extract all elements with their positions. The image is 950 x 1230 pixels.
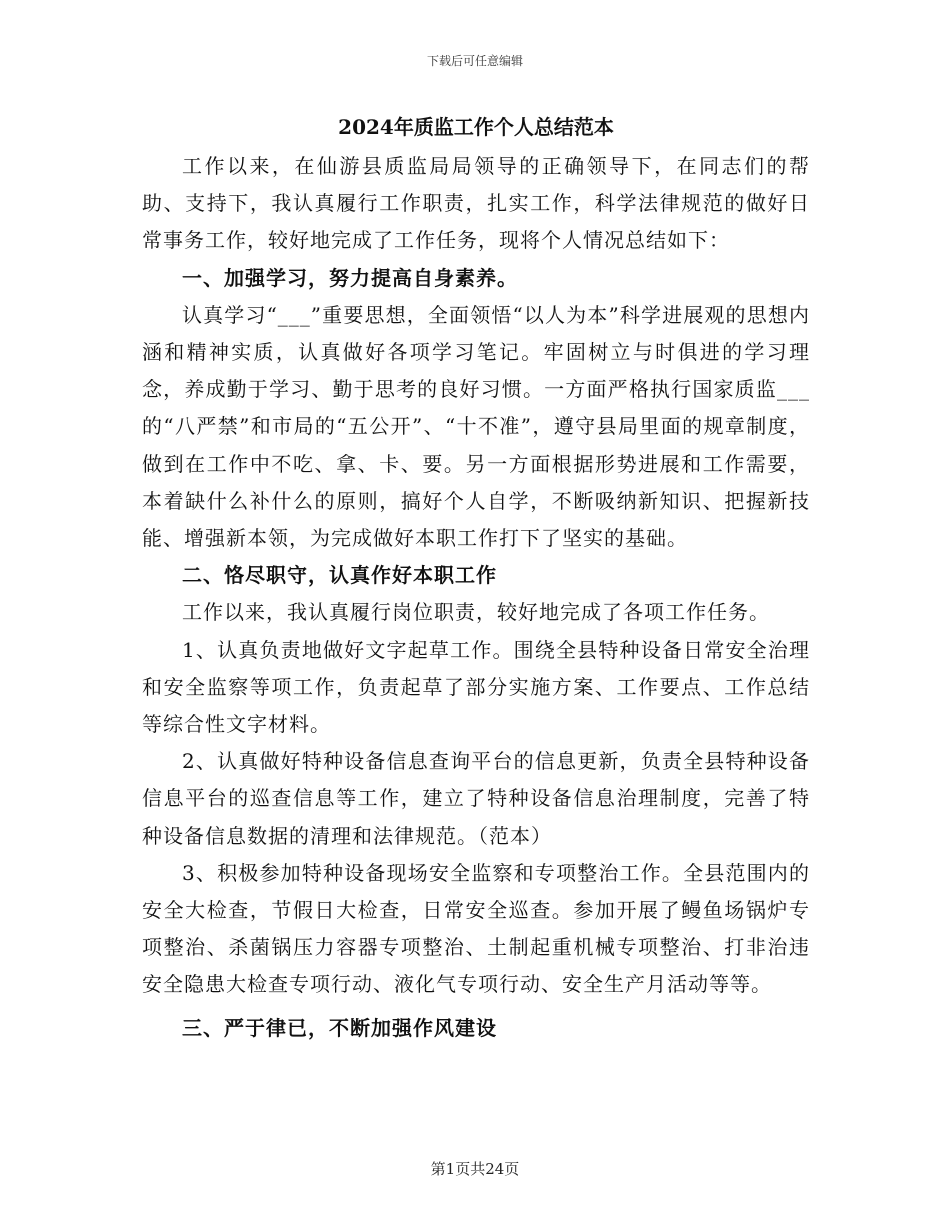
document-title: 2024年质监工作个人总结范本 <box>338 115 614 139</box>
section-heading-1: 一、加强学习，努力提高自身素养。 <box>182 265 518 290</box>
body-paragraph: 认真学习“___”重要思想，全面领悟“以人为本”科学进展观的思想内涵和精神实质，认真做好各项学习笔记。牢固树立与时俱进的学习理念，养成勤于学习、勤于思考的良好习惯。一方面严格执行国家质监___的“八严禁”和市局的“五公开”、“十不准”，遵守县局里面的规章制度，做到在工作中不吃、拿、卡、要。另一方面根据形势进展和工作需要，本着缺什么补什么的原则，搞好个人自学，不断吸纳新知识、把握新技能、增强新本领，为完成做好本职工作打下了坚实的基础。 <box>142 302 810 551</box>
list-item-paragraph: 1、认真负责地做好文字起草工作。围绕全县特种设备日常安全治理和安全监察等项工作，负责起草了部分实施方案、工作要点、工作总结等综合性文字材料。 <box>142 637 810 737</box>
body-paragraph: 工作以来，我认真履行岗位职责，较好地完成了各项工作任务。 <box>182 600 770 625</box>
list-item-paragraph: 2、认真做好特种设备信息查询平台的信息更新，负责全县特种设备信息平台的巡查信息等工作，建立了特种设备信息治理制度，完善了特种设备信息数据的清理和法律规范。（范本） <box>142 749 810 848</box>
page-number-footer: 第1页共24页 <box>430 1160 520 1178</box>
section-heading-2: 二、恪尽职守，认真作好本职工作 <box>182 563 497 588</box>
document-body <box>142 112 810 1047</box>
list-item-paragraph: 3、积极参加特种设备现场安全监察和专项整治工作。全县范围内的安全大检查，节假日大检查，日常安全巡查。参加开展了鳗鱼场锅炉专项整治、杀菌锅压力容器专项整治、土制起重机械专项整治、打非治违安全隐患大检查专项行动、液化气专项行动、安全生产月活动等等。 <box>142 860 810 997</box>
page-header-note: 下载后可任意编辑 <box>426 54 523 68</box>
intro-paragraph: 工作以来，在仙游县质监局局领导的正确领导下，在同志们的帮助、支持下，我认真履行工作职责，扎实工作，科学法律规范的做好日常事务工作，较好地完成了工作任务，现将个人情况总结如下： <box>142 154 810 253</box>
section-heading-3: 三、严于律已，不断加强作风建设 <box>182 1015 497 1040</box>
